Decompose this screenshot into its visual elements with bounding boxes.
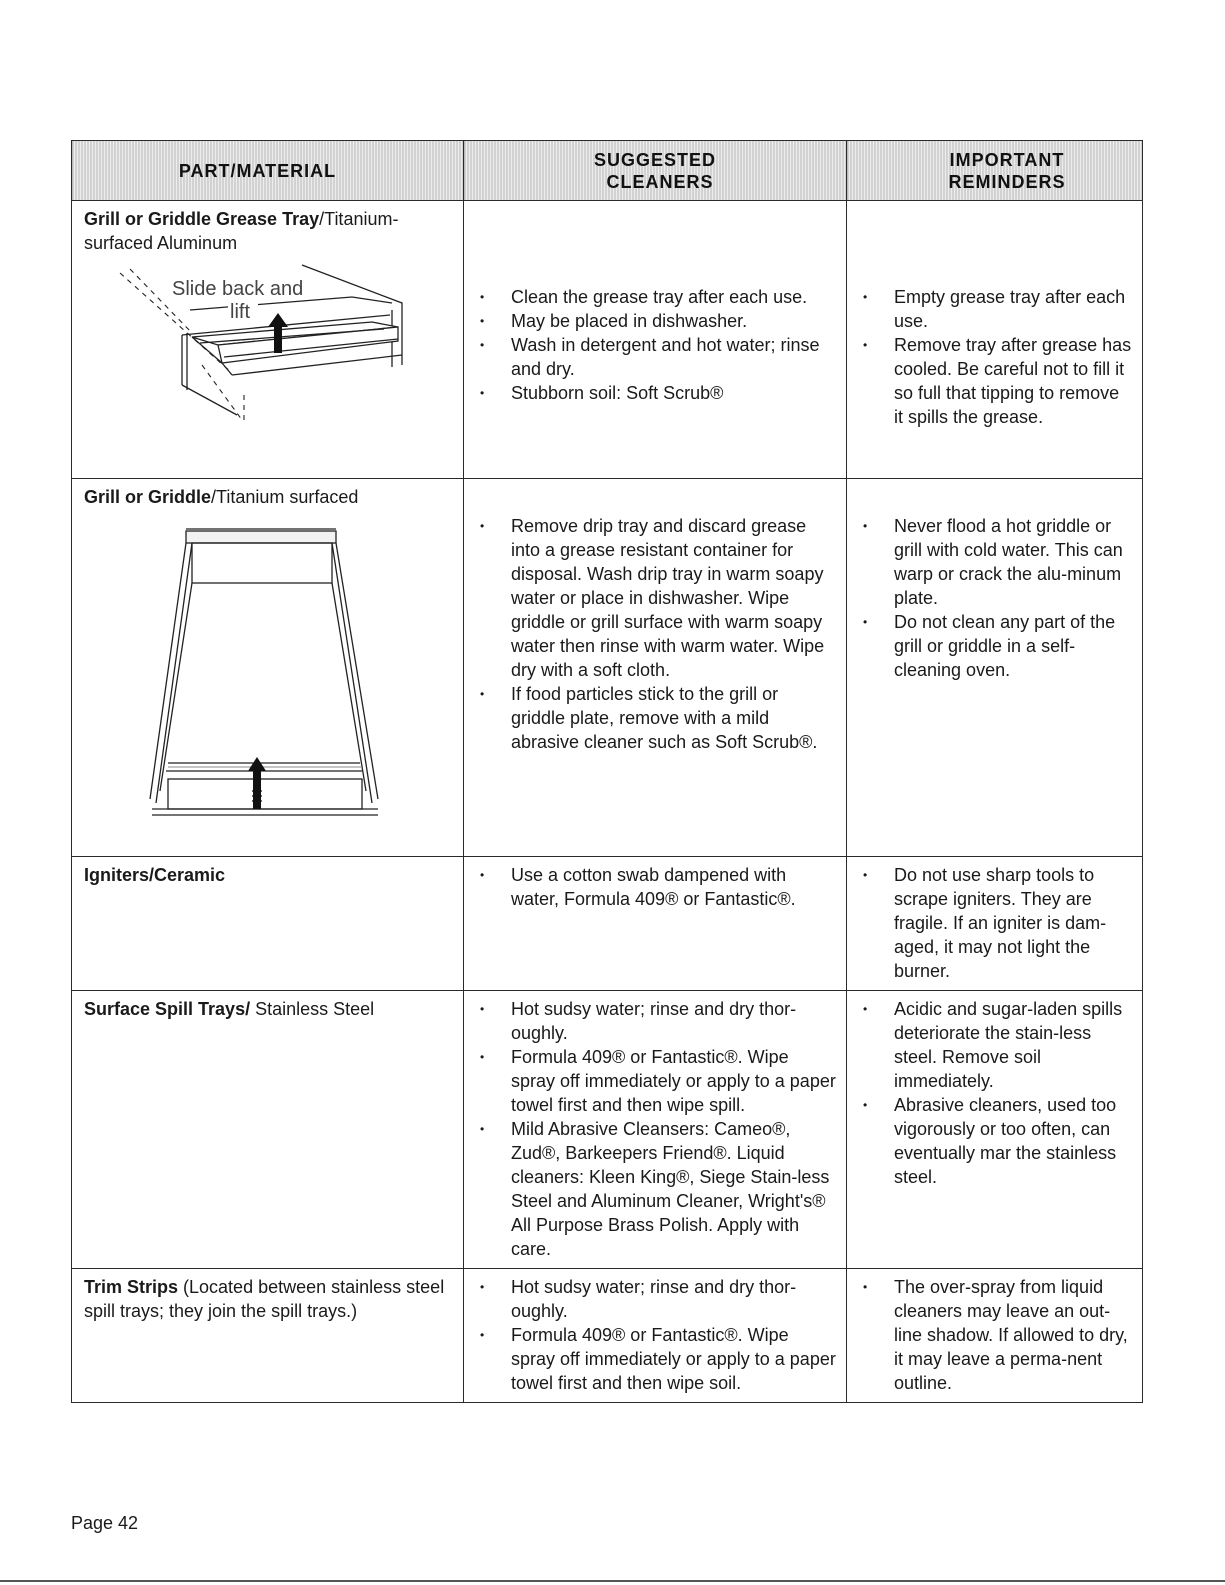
list-item: • Remove tray after grease has cooled. Be careful not to fill it so full that tipping to remove it spills the grease. xyxy=(847,333,1132,429)
cleaners-cell xyxy=(464,991,847,1269)
cleaners-cell xyxy=(464,479,847,857)
table-row xyxy=(72,1269,1143,1403)
part-cell xyxy=(72,1269,464,1403)
reminders-cell xyxy=(847,991,1143,1269)
part-material: /Titanium surfaced xyxy=(211,487,359,507)
part-name: Surface Spill Trays/ xyxy=(84,999,251,1019)
list-item: • If food particles stick to the grill or griddle plate, remove with a mild abrasive cleaner such as Soft Scrub®. xyxy=(464,682,836,754)
list-item: • Do not clean any part of the grill or griddle in a self-cleaning oven. xyxy=(847,610,1132,682)
part-material: (Located between stainless steel spill trays; they join the spill trays.) xyxy=(84,1277,445,1321)
cleaners-cell xyxy=(464,1269,847,1403)
table-header-row xyxy=(72,141,1143,201)
part-cell xyxy=(72,857,464,991)
list-item: • Empty grease tray after each use. xyxy=(847,285,1132,333)
list-item: • Do not use sharp tools to scrape igniters. They are fragile. If an igniter is dam-aged, it may not light the burner. xyxy=(847,863,1132,983)
table-row xyxy=(72,479,1143,857)
page-number: Page 42 xyxy=(71,1513,139,1533)
griddle-illustration xyxy=(72,509,462,829)
grease-tray-illustration xyxy=(72,255,462,425)
part-cell xyxy=(72,479,464,857)
illustration-label: Slide back and xyxy=(172,278,304,300)
part-cell xyxy=(72,991,464,1269)
list-item: • May be placed in dishwasher. xyxy=(464,309,836,333)
list-item: • Remove drip tray and discard grease into a grease resistant container for disposal. Wash drip tray in warm soapy water or place in dishwasher. Wipe griddle or grill surface with warm soapy water then rinse with warm water. Wipe dry with a soft cloth. xyxy=(464,514,836,682)
list-item: • Formula 409® or Fantastic®. Wipe spray off immediately or apply to a paper towel first and then wipe spill. xyxy=(464,1045,836,1117)
table-row xyxy=(72,991,1143,1269)
table-row xyxy=(72,857,1143,991)
reminders-cell xyxy=(847,857,1143,991)
part-name: Igniters/Ceramic xyxy=(84,865,226,885)
list-item: • Never flood a hot griddle or grill with cold water. This can warp or crack the alu-minum plate. xyxy=(847,514,1132,610)
reminders-cell xyxy=(847,1269,1143,1403)
page-bottom-rule xyxy=(0,1580,1225,1582)
list-item: • Use a cotton swab dampened with water, Formula 409® or Fantastic®. xyxy=(464,863,836,911)
part-name: Trim Strips xyxy=(84,1277,179,1297)
list-item: • Abrasive cleaners, used too vigorously or too often, can eventually mar the stainless steel. xyxy=(847,1093,1132,1189)
reminders-cell xyxy=(847,201,1143,479)
reminders-cell xyxy=(847,479,1143,857)
list-item: • Formula 409® or Fantastic®. Wipe spray off immediately or apply to a paper towel first and then wipe soil. xyxy=(464,1323,836,1395)
list-item: • Hot sudsy water; rinse and dry thor-oughly. xyxy=(464,1275,836,1323)
part-material: Stainless Steel xyxy=(250,999,375,1019)
list-item: • Hot sudsy water; rinse and dry thor-oughly. xyxy=(464,997,836,1045)
list-item: • Mild Abrasive Cleansers: Cameo®, Zud®, Barkeepers Friend®. Liquid cleaners: Kleen King®, Siege Stain-less Steel and Aluminum Cleaner, Wright's® All Purpose Brass Polish. Apply with care. xyxy=(464,1117,836,1261)
list-item: • The over-spray from liquid cleaners may leave an out-line shadow. If allowed to dry, it may leave a perma-nent outline. xyxy=(847,1275,1132,1395)
table-row xyxy=(72,201,1143,479)
cleaners-cell xyxy=(464,857,847,991)
list-item: • Stubborn soil: Soft Scrub® xyxy=(464,381,836,405)
header-part-material: PART/MATERIAL xyxy=(72,141,464,201)
cleaning-table xyxy=(71,140,1143,1403)
header-important-reminders: IMPORTANT REMINDERS xyxy=(847,141,1143,201)
part-cell xyxy=(72,201,464,479)
cleaners-cell xyxy=(464,201,847,479)
list-item: • Wash in detergent and hot water; rinse and dry. xyxy=(464,333,836,381)
part-name: Grill or Griddle Grease Tray xyxy=(84,209,320,229)
part-name: Grill or Griddle xyxy=(84,487,212,507)
list-item: • Clean the grease tray after each use. xyxy=(464,285,836,309)
illustration-label-lift: lift xyxy=(230,301,250,323)
header-suggested-cleaners: SUGGESTED CLEANERS xyxy=(464,141,847,201)
part-material: /Titanium-surfaced Aluminum xyxy=(84,209,399,253)
list-item: • Acidic and sugar-laden spills deteriorate the stain-less steel. Remove soil immediately. xyxy=(847,997,1132,1093)
